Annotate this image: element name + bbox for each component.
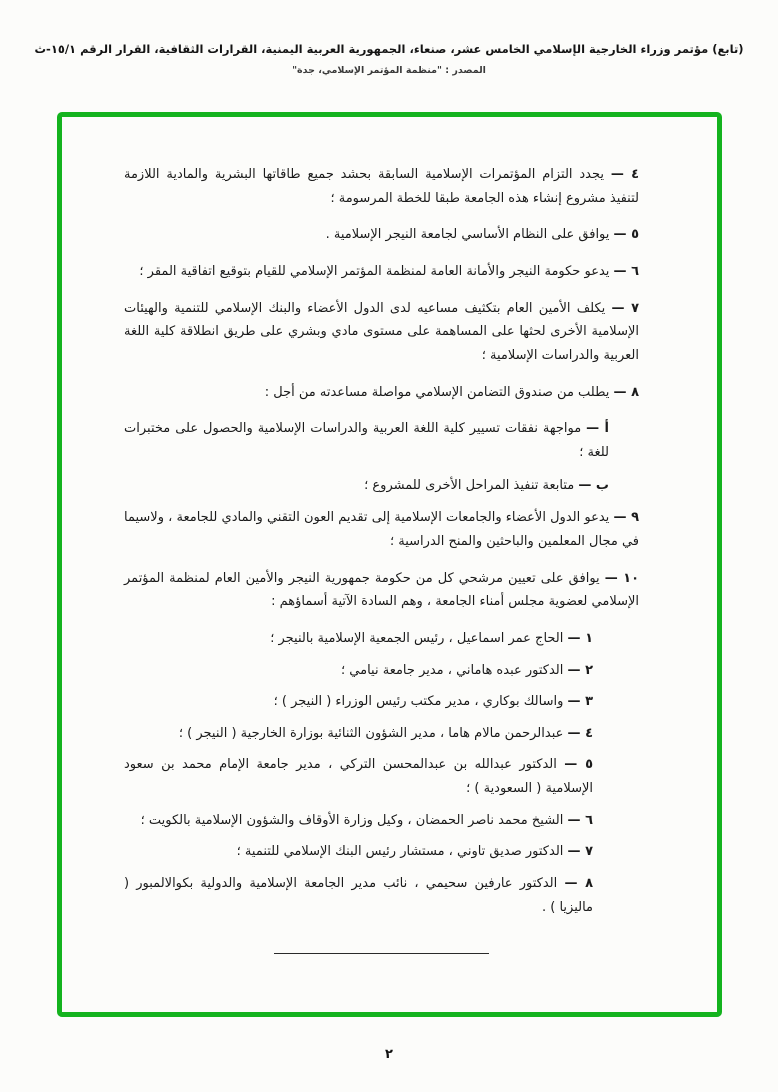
resolution-item-4 (124, 163, 639, 210)
member-text: عبدالرحمن مالام هاما ، مدير الشؤون الثنائية بوزارة الخارجية ( النيجر ) ؛ (178, 725, 564, 741)
member-text: واسالك بوكاري ، مدير مكتب رئيس الوزراء ( النيجر ) ؛ (273, 694, 564, 710)
member-number: ١ — (567, 630, 593, 646)
sub-item-text: متابعة تنفيذ المراحل الأخرى للمشروع ؛ (364, 477, 575, 493)
member-number: ٤ — (567, 725, 593, 741)
item-text: يدعو حكومة النيجر والأمانة العامة لمنظمة المؤتمر الإسلامي للقيام بتوقيع اتفاقية المقر ؛ (139, 263, 610, 279)
resolution-item-8 (124, 381, 639, 405)
member-item-4 (124, 722, 593, 746)
item-number: ٦ — (613, 263, 639, 279)
item-text: يجدد التزام المؤتمرات الإسلامية السابقة بحشد جميع طاقاتها البشرية والمادية اللازمة لتنفيذ مشروع إنشاء هذه الجامعة طبقا للخطة المرسومة ؛ (124, 167, 639, 206)
footer-divider-line (274, 953, 489, 954)
item-text: يوافق على تعيين مرشحي كل من حكومة جمهورية النيجر والأمين العام لمنظمة المؤتمر الإسلامي لعضوية مجلس أمناء الجامعة ، وهم السادة الآتية أسماؤهم : (124, 570, 639, 610)
item-number: ٤ — (610, 167, 639, 182)
member-number: ٧ — (567, 844, 593, 860)
green-highlight-box (57, 112, 722, 1017)
board-members-list (124, 627, 639, 920)
sub-item-letter: ب — (578, 477, 609, 493)
item-text: يوافق على النظام الأساسي لجامعة النيجر الإسلامية . (325, 227, 610, 243)
item-text: يكلف الأمين العام بتكثيف مساعيه لدى الدول الأعضاء والبنك الإسلامي للتنمية والهيئات الإسلامية الأخرى لحثها على المساهمة على مستوى مادي وبشري على طريق انطلاقة كلية اللغة العربية والدراسات الإسلامية ؛ (124, 300, 639, 363)
member-item-8 (124, 872, 593, 919)
header-title: (تابع) مؤتمر وزراء الخارجية الإسلامي الخامس عشر، صنعاء، الجمهورية العربية اليمنية، القرارات الثقافية، القرار الرقم ١٥/١-ث (34, 42, 744, 56)
member-number: ٣ — (567, 694, 593, 710)
sub-item-a (124, 417, 609, 464)
member-item-1 (124, 627, 593, 651)
member-number: ٥ — (564, 757, 594, 773)
member-item-2 (124, 659, 593, 683)
member-text: الحاج عمر اسماعيل ، رئيس الجمعية الإسلامية بالنيجر ؛ (270, 630, 564, 646)
member-item-3 (124, 690, 593, 714)
item-number: ٥ — (613, 227, 639, 243)
item-number: ٧ — (611, 300, 639, 316)
header-source: المصدر : "منظمة المؤتمر الإسلامي، جدة" (292, 65, 486, 76)
document-header (0, 42, 778, 76)
item-text: يطلب من صندوق التضامن الإسلامي مواصلة مساعدته من أجل : (264, 384, 610, 400)
item-number: ٩ — (613, 510, 639, 526)
document-body (124, 163, 639, 954)
sub-item-letter: أ — (586, 421, 609, 437)
resolution-item-6 (124, 260, 639, 284)
member-item-5 (124, 753, 593, 800)
member-text: الشيخ محمد ناصر الحمضان ، وكيل وزارة الأوقاف والشؤون الإسلامية بالكويت ؛ (140, 812, 564, 828)
item-number: ٨ — (613, 384, 639, 400)
resolution-item-9 (124, 506, 639, 553)
member-text: الدكتور صديق تاوني ، مستشار رئيس البنك الإسلامي للتنمية ؛ (236, 844, 564, 860)
page-number: ٢ (385, 1047, 393, 1062)
item-text: يدعو الدول الأعضاء والجامعات الإسلامية إلى تقديم العون التقني والمادي للجامعة ، ولاسيما في مجال المعلمين والباحثين والمنح الدراسية ؛ (124, 510, 639, 549)
resolution-item-7 (124, 297, 639, 368)
member-text: الدكتور عبدالله بن عبدالمحسن التركي ، مدير جامعة الإمام محمد بن سعود الإسلامية ( السعودية ) ؛ (124, 757, 593, 797)
member-number: ٦ — (567, 812, 593, 828)
member-number: ٢ — (567, 662, 593, 678)
member-text: الدكتور عارفين سحيمي ، نائب مدير الجامعة الإسلامية والدولية بكوالالمبور ( ماليزيا ) . (124, 876, 593, 915)
item-number: ١٠ — (604, 570, 640, 586)
member-number: ٨ — (564, 876, 593, 892)
resolution-item-5 (124, 223, 639, 247)
resolution-item-10 (124, 567, 639, 614)
member-item-7 (124, 840, 593, 864)
sub-item-b (124, 474, 609, 498)
member-text: الدكتور عبده هاماني ، مدير جامعة نيامي ؛ (341, 662, 564, 678)
member-item-6 (124, 809, 593, 833)
sub-item-text: مواجهة نفقات تسيير كلية اللغة العربية والدراسات الإسلامية والحصول على مختبرات للغة ؛ (124, 421, 609, 460)
